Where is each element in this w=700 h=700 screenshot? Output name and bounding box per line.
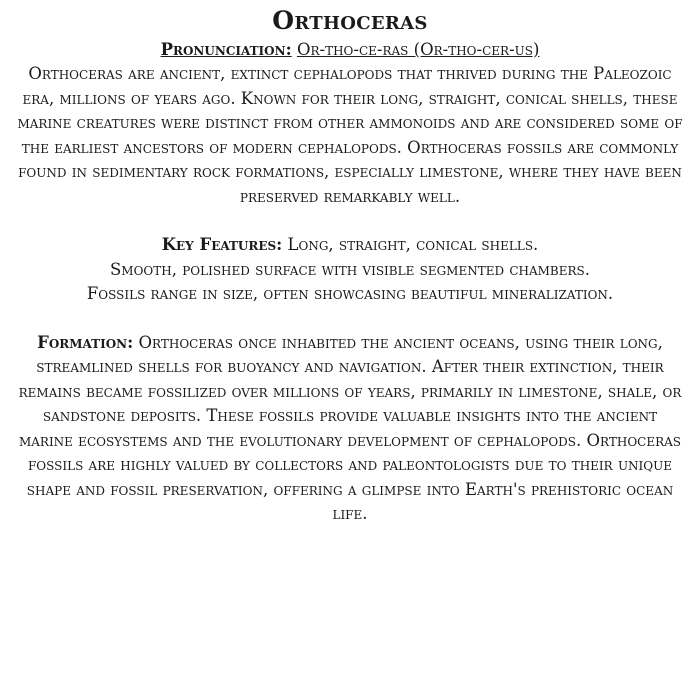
key-features-line-3: Fossils range in size, often showcasing beautiful mineralization.	[86, 284, 614, 303]
key-features-label: Key Features:	[161, 235, 283, 254]
key-features-paragraph	[6, 233, 694, 307]
pronunciation-label: Pronunciation:	[160, 40, 292, 59]
formation-paragraph	[6, 331, 694, 527]
spacer	[6, 209, 694, 233]
pronunciation-value: Or-tho-ce-ras (Or-tho-cer-us)	[296, 40, 540, 59]
key-features-line-1: Long, straight, conical shells.	[287, 235, 539, 254]
spacer	[6, 307, 694, 331]
page-title: Orthoceras	[272, 6, 428, 35]
description-paragraph: Orthoceras are ancient, extinct cephalopods that thrived during the Paleozoic era, millions of years ago. Known for their long, straight, conical shells, these marine creatures were distinct from other ammonoids and are considered some of the earliest ancestors of modern cephalopods. Orthoceras fossils are commonly found in sedimentary rock formations, especially limestone, where they have been preserved remarkably well.	[17, 64, 683, 206]
formation-label: Formation:	[37, 332, 134, 352]
pronunciation-line	[6, 38, 694, 62]
formation-text: Orthoceras once inhabited the ancient oceans, using their long, streamlined shells for buoyancy and navigation. After their extinction, their remains became fossilized over millions of years, primarily in limestone, shale, or sandstone deposits. These fossils provide valuable insights into the ancient marine ecosystems and the evolutionary development of cephalopods. Orthoceras fossils are highly valued by collectors and paleontologists due to their unique shape and fossil preservation, offering a glimpse into Earth's prehistoric ocean life.	[18, 332, 682, 523]
key-features-line-2: Smooth, polished surface with visible segmented chambers.	[109, 259, 591, 279]
